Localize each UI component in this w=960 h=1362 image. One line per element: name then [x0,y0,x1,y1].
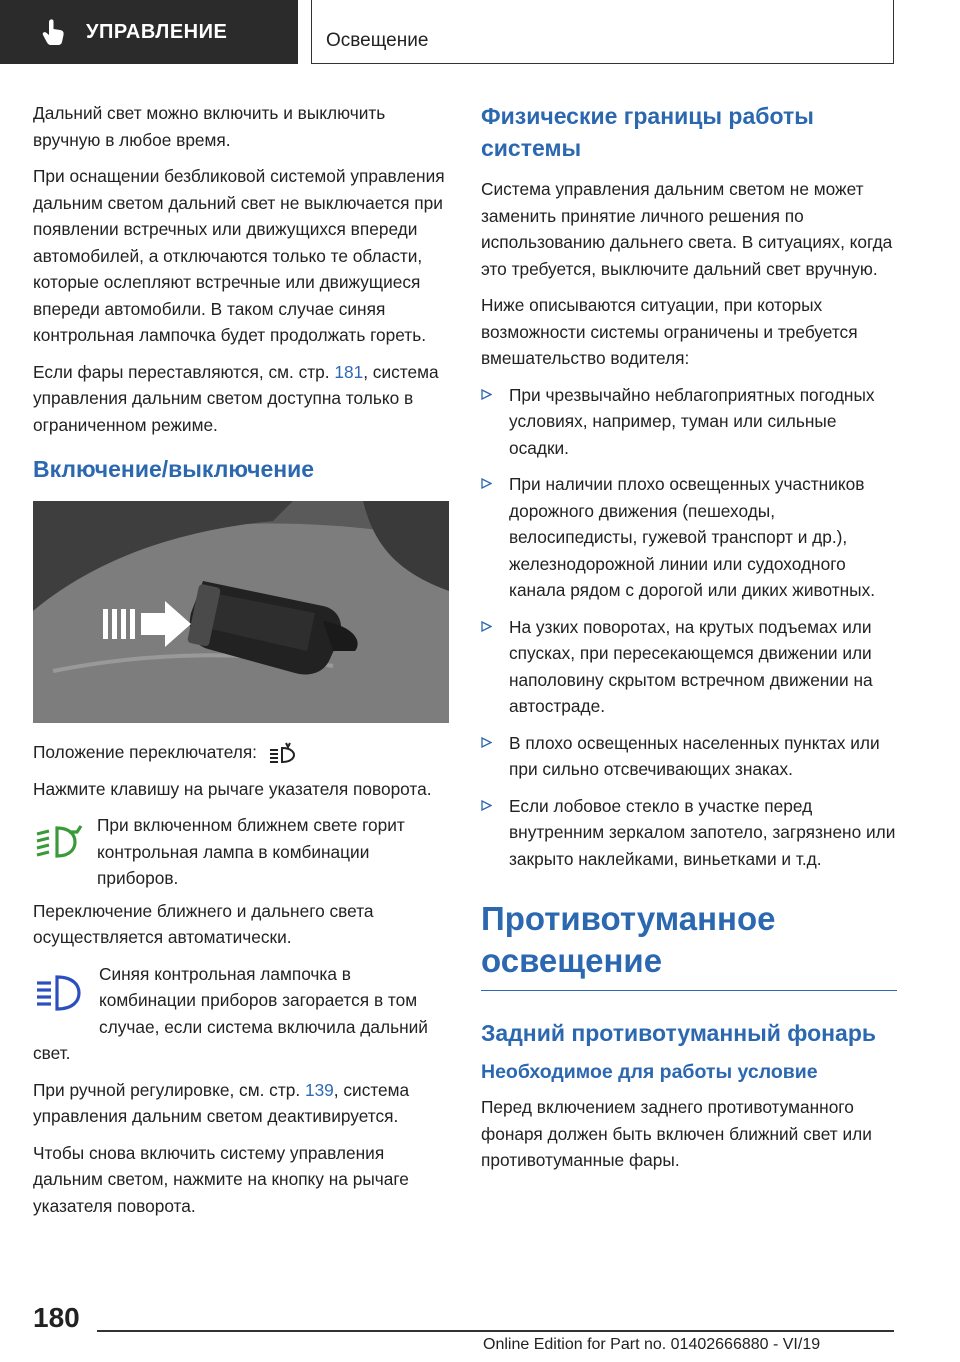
list-item: При наличии плохо освещенных участников дорожного движения (пешеходы, велосипедисты, гужевой транспорт и др.), железнодорожной линии или судоходного канала рядом с дорогой или диких животных. [481,471,897,604]
triangle-bullet-icon [481,389,492,400]
triangle-bullet-icon [481,737,492,748]
paragraph: При оснащении безбликовой системой управления дальним светом дальний свет не выключается при появлении встречных или движущихся впереди автомобилей, а отключаются только те области, которые ослепляют встречные или движущиеся впереди автомобили. В таком случае синяя контрольная лампочка будет продолжать гореть. [33,166,445,345]
edition-info: Online Edition for Part no. 01402666880 - VI/19 [483,1336,821,1353]
limitations-list [481,382,897,873]
note-text: Синяя контрольная лампочка в комбинации приборов загорается в том случае, если система включила дальний [99,963,428,1037]
paragraph: Дальний свет можно включить и выключить вручную в любое время. [33,103,386,150]
section-heading: Задний противотуманный фонарь [481,1020,877,1046]
list-item: В плохо освещенных населенных пунктах или при сильно отсвечивающих знаках. [481,730,897,783]
subsection-heading: Необходимое для работы условие [481,1061,818,1083]
topic-title: Освещение [326,30,429,51]
paragraph: Если фары переставляются, см. стр. 181, система управления дальним светом доступна только в ограниченном режиме. [33,361,439,435]
auto-high-beam-icon [268,742,298,764]
paragraph: Ниже описываются ситуации, при которых возможности системы ограничены и требуется вмешательство водителя: [481,295,858,368]
hand-pointer-icon [40,18,66,46]
indicator-note-green [33,812,449,892]
turn-signal-lever-photo [33,501,449,723]
section-heading: Включение/выключение [33,456,315,482]
list-item: Если лобовое стекло в участке перед внутренним зеркалом запотело, загрязнено или закрыто наклейками, виньетками и т.д. [481,793,897,873]
left-column [33,100,449,1229]
page-number: 180 [33,1302,80,1333]
indicator-note-blue [33,961,449,1067]
section-heading: Физические границы работы системы [481,103,814,161]
page-link[interactable]: 139 [304,1079,334,1100]
paragraph: При ручной регулировке, см. стр. 139, система управления дальним светом деактивируется. [33,1079,410,1126]
page-link[interactable]: 181 [334,361,364,382]
list-item: При чрезвычайно неблагоприятных погодных условиях, например, туман или сильные осадки. [481,382,897,462]
paragraph: Нажмите клавишу на рычаге указателя поворота. [33,778,432,799]
auto-headlight-green-icon [33,822,87,862]
triangle-bullet-icon [481,478,492,489]
section-tab [0,0,298,64]
high-beam-blue-icon [33,973,87,1013]
triangle-bullet-icon [481,800,492,811]
paragraph: Чтобы снова включить систему управления дальним светом, нажмите на кнопку на рычаге указателя поворота. [33,1142,409,1216]
note-text: При включенном ближнем свете горит контрольная лампа в комбинации приборов. [97,815,405,888]
list-item: На узких поворотах, на крутых подъемах или спусках, при пересекающемся движении или наполовину скрытом встречном движении на автостраде. [481,614,897,720]
topic-box [311,0,894,64]
right-column [481,100,897,1184]
chapter-heading: Противотуманное освещение [481,898,897,991]
section-title: УПРАВЛЕНИЕ [86,20,228,43]
footer-divider [97,1330,894,1332]
note-text-tail: свет. [33,1043,71,1063]
paragraph: Переключение ближнего и дальнего света осуществляется автоматически. [33,900,374,947]
triangle-bullet-icon [481,621,492,632]
paragraph: Перед включением заднего противотуманного фонаря должен быть включен ближний свет или противотуманные фары. [481,1097,872,1170]
paragraph: Система управления дальним светом не может заменить принятие личного решения по использованию дальнего света. В ситуациях, когда это требуется, выключите дальний свет вручную. [481,179,893,279]
paragraph: Положение переключателя: [33,739,449,766]
